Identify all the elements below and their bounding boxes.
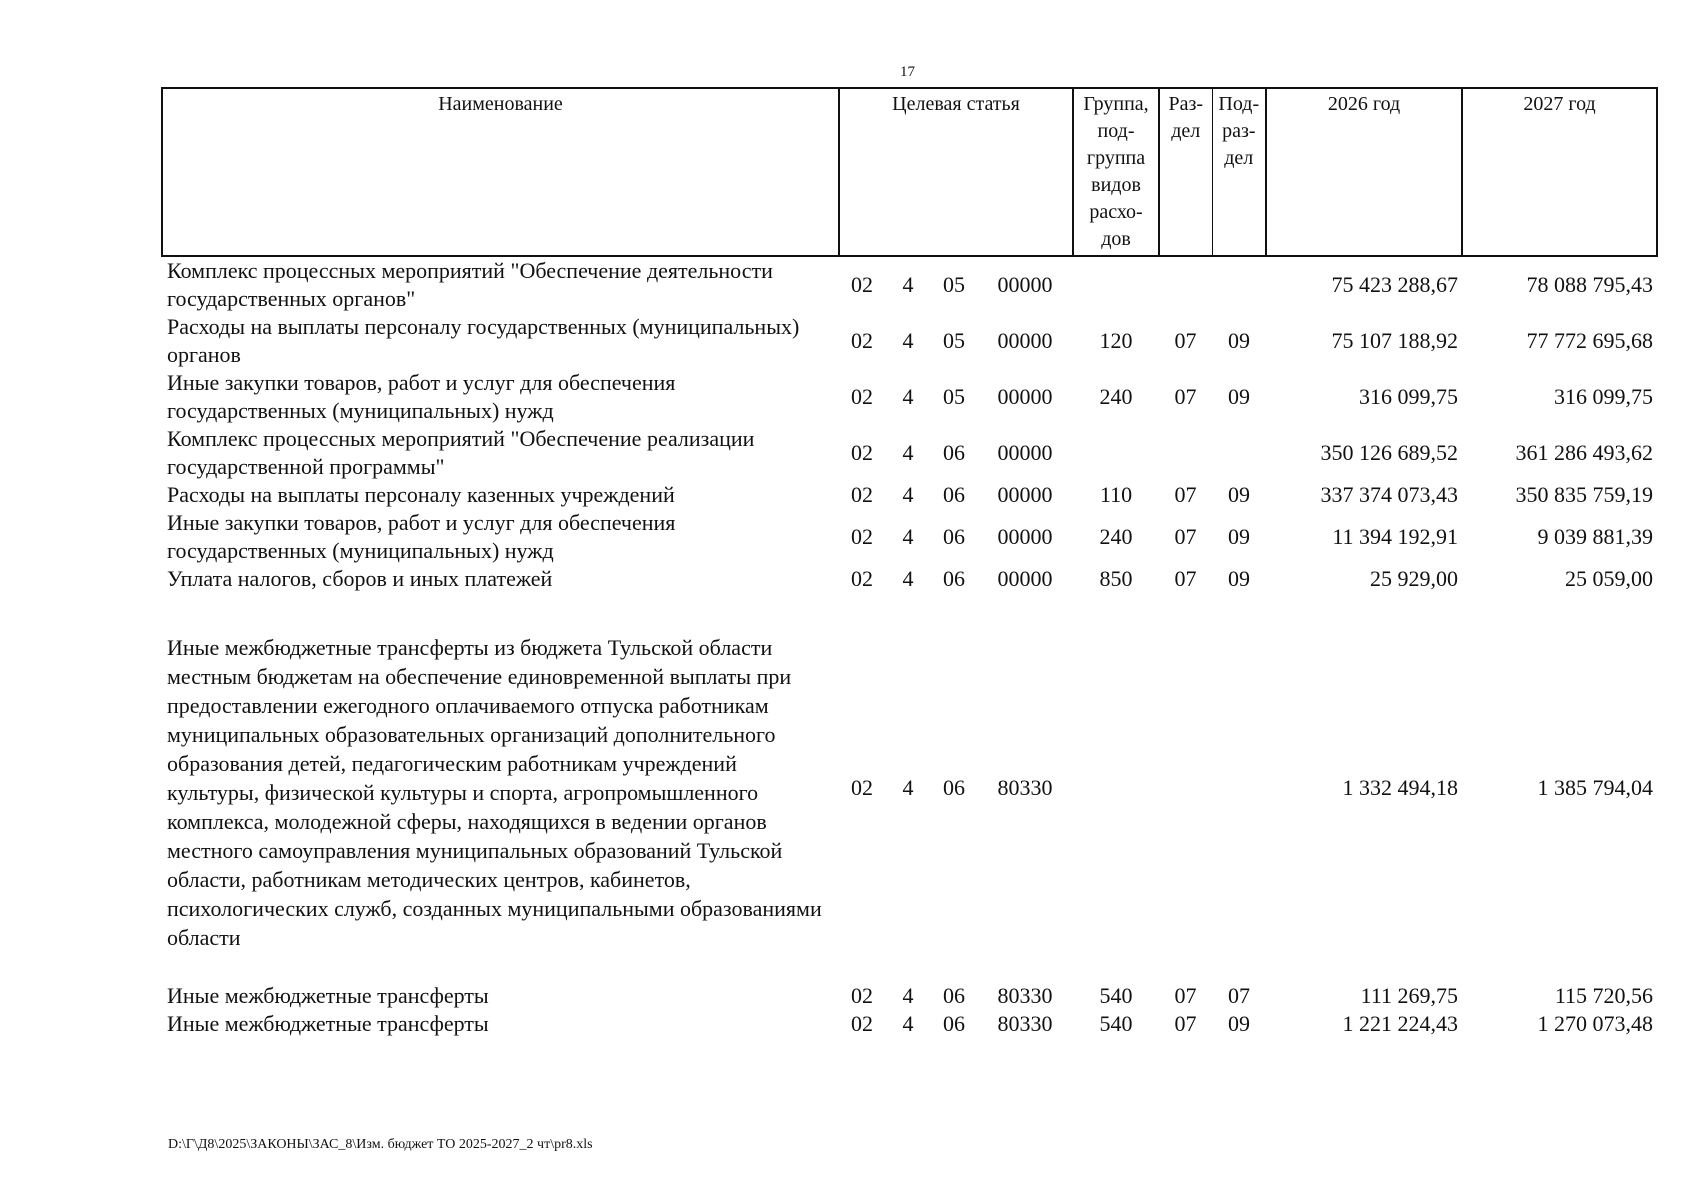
row-amount-2026: 111 269,75 <box>1360 983 1459 1008</box>
page-number: 17 <box>900 64 915 80</box>
row-code-subprogram: 4 <box>902 440 914 465</box>
header-year-2027: 2027 год <box>1462 88 1657 256</box>
table-row <box>162 1010 1657 1038</box>
footer-file-path: D:\Г\Д8\2025\ЗАКОНЫ\ЗАС_8\Изм. бюджет ТО 2025-2027_2 чт\pr8.xls <box>168 1137 593 1152</box>
row-code-subprogram: 4 <box>902 983 914 1008</box>
row-podrazdel: 09 <box>1228 1011 1251 1036</box>
row-podrazdel <box>1212 256 1266 313</box>
row-code-event: 06 <box>943 775 965 800</box>
row-code-subprogram: 4 <box>902 384 914 409</box>
row-group <box>1073 593 1159 982</box>
row-group <box>1073 256 1159 313</box>
row-name: Иные закупки товаров, работ и услуг для обеспечения государственных (муниципальных) нужд <box>167 370 676 423</box>
row-amount-2027: 9 039 881,39 <box>1537 524 1654 549</box>
table-row <box>162 509 1657 565</box>
row-name: Иные межбюджетные трансферты из бюджета Тульской области местным бюджетам на обеспечение единовременной выплаты при предоставлении ежегодного оплачиваемого отпуска работникам муниципальных образовательных организаций дополнительного образования детей, педагогическим работникам учреждений культуры, физической культуры и спорта, агропромышленного комплекса, молодежной сферы, находящихся в ведении органов местного самоуправления муниципальных образований Тульской области, работникам методических центров, кабинетов, психологических служб, созданных муниципальными образованиями области <box>167 635 822 950</box>
row-amount-2027: 361 286 493,62 <box>1515 440 1654 465</box>
row-name: Комплекс процессных мероприятий "Обеспечение реализации государственной программы" <box>167 426 755 479</box>
row-code-direction: 80330 <box>997 775 1053 800</box>
header-name: Наименование <box>162 88 839 256</box>
row-code-subprogram: 4 <box>902 566 914 591</box>
row-razdel <box>1159 256 1212 313</box>
row-podrazdel: 07 <box>1228 983 1251 1008</box>
row-code-subprogram: 4 <box>902 775 914 800</box>
row-code-program: 02 <box>851 566 873 591</box>
row-code-program: 02 <box>851 482 873 507</box>
row-name: Расходы на выплаты персоналу государственных (муниципальных) органов <box>167 314 800 367</box>
row-code-program: 02 <box>851 384 873 409</box>
row-razdel: 07 <box>1174 983 1197 1008</box>
table-row <box>162 256 1657 313</box>
row-podrazdel: 09 <box>1228 482 1251 507</box>
row-amount-2026: 75 423 288,67 <box>1331 272 1459 297</box>
row-code-program: 02 <box>851 775 873 800</box>
row-amount-2027: 77 772 695,68 <box>1526 328 1654 353</box>
row-amount-2027: 350 835 759,19 <box>1515 482 1654 507</box>
row-razdel <box>1159 425 1212 481</box>
row-group: 240 <box>1099 524 1133 549</box>
row-amount-2026: 75 107 188,92 <box>1331 328 1459 353</box>
row-podrazdel: 09 <box>1228 524 1251 549</box>
row-podrazdel: 09 <box>1228 384 1251 409</box>
row-group: 850 <box>1099 566 1133 591</box>
row-name: Иные межбюджетные трансферты <box>167 1011 489 1036</box>
row-group: 540 <box>1099 983 1133 1008</box>
header-razdel: Раз-дел <box>1159 88 1212 256</box>
row-code-subprogram: 4 <box>902 328 914 353</box>
table-row <box>162 313 1657 369</box>
budget-table <box>161 87 1658 1038</box>
row-code-program: 02 <box>851 1011 873 1036</box>
row-code-event: 06 <box>943 566 965 591</box>
row-code-event: 06 <box>943 524 965 549</box>
table-row <box>162 369 1657 425</box>
table-row <box>162 593 1657 982</box>
table-body <box>162 256 1657 1038</box>
row-code-program: 02 <box>851 524 873 549</box>
row-amount-2026: 350 126 689,52 <box>1320 440 1459 465</box>
row-razdel: 07 <box>1174 328 1197 353</box>
row-code-direction: 00000 <box>997 272 1053 297</box>
budget-table-container <box>161 87 1656 1038</box>
row-razdel: 07 <box>1174 384 1197 409</box>
row-podrazdel: 09 <box>1228 328 1251 353</box>
row-group: 540 <box>1099 1011 1133 1036</box>
row-group: 240 <box>1099 384 1133 409</box>
row-amount-2027: 115 720,56 <box>1554 983 1654 1008</box>
header-podrazdel: Под-раз-дел <box>1212 88 1266 256</box>
row-code-event: 06 <box>943 482 965 507</box>
row-amount-2027: 316 099,75 <box>1554 384 1654 409</box>
row-code-subprogram: 4 <box>902 1011 914 1036</box>
row-name: Комплекс процессных мероприятий "Обеспечение деятельности государственных органов" <box>167 258 773 311</box>
table-row <box>162 481 1657 509</box>
row-amount-2026: 316 099,75 <box>1359 384 1459 409</box>
row-amount-2027: 25 059,00 <box>1565 566 1654 591</box>
header-group: Группа, под-группа видов расхо-дов <box>1073 88 1159 256</box>
header-year-2026: 2026 год <box>1266 88 1462 256</box>
row-razdel <box>1159 593 1212 982</box>
row-amount-2026: 1 221 224,43 <box>1342 1011 1459 1036</box>
row-amount-2027: 1 385 794,04 <box>1537 775 1654 800</box>
row-razdel: 07 <box>1174 1011 1197 1036</box>
row-code-program: 02 <box>851 440 873 465</box>
row-amount-2026: 11 394 192,91 <box>1332 524 1459 549</box>
row-razdel: 07 <box>1174 524 1197 549</box>
row-code-event: 05 <box>943 328 965 353</box>
row-code-program: 02 <box>851 328 873 353</box>
row-razdel: 07 <box>1174 566 1197 591</box>
row-code-subprogram: 4 <box>902 482 914 507</box>
row-code-event: 06 <box>943 983 965 1008</box>
row-podrazdel <box>1212 425 1266 481</box>
table-row <box>162 425 1657 481</box>
table-row <box>162 982 1657 1010</box>
row-amount-2027: 78 088 795,43 <box>1526 272 1654 297</box>
table-row <box>162 565 1657 593</box>
row-name: Уплата налогов, сборов и иных платежей <box>167 566 553 591</box>
row-code-direction: 00000 <box>997 566 1053 591</box>
row-code-subprogram: 4 <box>902 524 914 549</box>
row-code-direction: 00000 <box>997 524 1053 549</box>
row-code-direction: 80330 <box>997 1011 1053 1036</box>
header-target-article: Целевая статья <box>839 88 1073 256</box>
row-podrazdel <box>1212 593 1266 982</box>
row-group: 120 <box>1099 328 1133 353</box>
row-code-program: 02 <box>851 272 873 297</box>
row-amount-2026: 337 374 073,43 <box>1320 482 1459 507</box>
row-podrazdel: 09 <box>1228 566 1251 591</box>
row-code-direction: 00000 <box>997 440 1053 465</box>
row-amount-2026: 1 332 494,18 <box>1342 775 1459 800</box>
row-group <box>1073 425 1159 481</box>
row-code-direction: 00000 <box>997 328 1053 353</box>
row-amount-2026: 25 929,00 <box>1370 566 1459 591</box>
row-code-direction: 00000 <box>997 384 1053 409</box>
row-code-subprogram: 4 <box>902 272 914 297</box>
row-name: Иные закупки товаров, работ и услуг для обеспечения государственных (муниципальных) нужд <box>167 510 676 563</box>
row-code-direction: 80330 <box>997 983 1053 1008</box>
row-code-event: 06 <box>943 1011 965 1036</box>
row-code-event: 05 <box>943 272 965 297</box>
row-code-event: 06 <box>943 440 965 465</box>
row-code-program: 02 <box>851 983 873 1008</box>
row-name: Расходы на выплаты персоналу казенных учреждений <box>167 482 675 507</box>
table-header <box>162 88 1657 256</box>
row-amount-2027: 1 270 073,48 <box>1537 1011 1654 1036</box>
row-code-direction: 00000 <box>997 482 1053 507</box>
row-group: 110 <box>1099 482 1133 507</box>
row-razdel: 07 <box>1174 482 1197 507</box>
row-code-event: 05 <box>943 384 965 409</box>
row-name: Иные межбюджетные трансферты <box>167 983 489 1008</box>
